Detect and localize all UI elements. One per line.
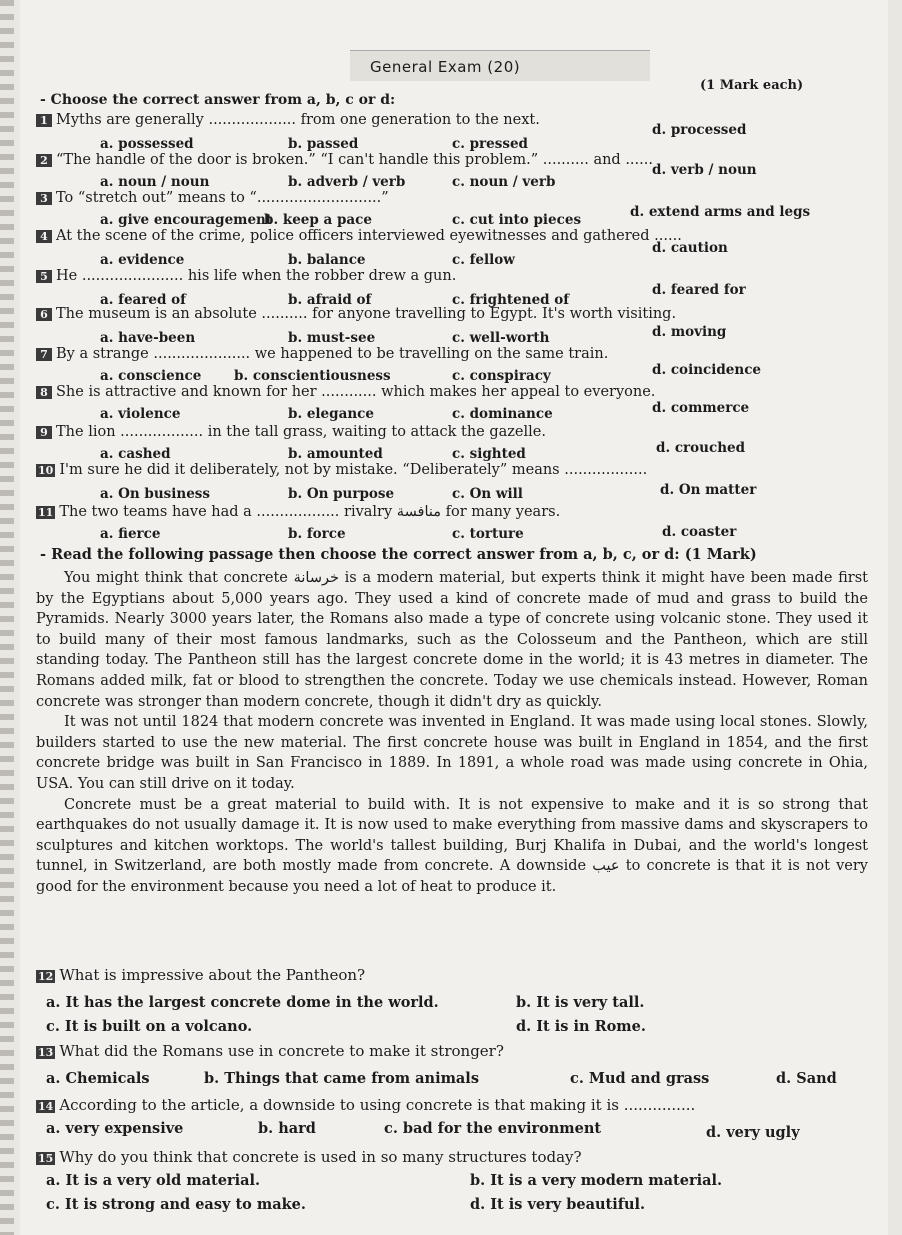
option-d[interactable]: d. It is very beautiful. bbox=[470, 1196, 646, 1213]
question-11 bbox=[36, 504, 560, 520]
question-stem: According to the article, a downside to using concrete is that making it is ............... bbox=[59, 1096, 696, 1114]
question-stem: Why do you think that concrete is used in so many structures today? bbox=[59, 1148, 582, 1166]
question-number: 5 bbox=[36, 270, 52, 283]
option-c[interactable]: c. sighted bbox=[452, 446, 526, 462]
question-stem: At the scene of the crime, police officers interviewed eyewitnesses and gathered ...... bbox=[56, 228, 682, 244]
option-d[interactable]: d. commerce bbox=[652, 400, 750, 416]
option-c[interactable]: c. torture bbox=[452, 526, 524, 542]
question-15 bbox=[36, 1148, 582, 1166]
option-a[interactable]: a. possessed bbox=[100, 136, 194, 152]
question-number: 7 bbox=[36, 348, 52, 361]
option-d[interactable]: d. caution bbox=[652, 240, 728, 256]
option-b[interactable]: b. hard bbox=[258, 1120, 316, 1137]
question-2 bbox=[36, 152, 653, 168]
option-b[interactable]: b. amounted bbox=[288, 446, 383, 462]
option-a[interactable]: a. It is a very old material. bbox=[46, 1172, 261, 1189]
question-stem: What did the Romans use in concrete to make it stronger? bbox=[59, 1042, 504, 1060]
reading-passage bbox=[36, 568, 868, 898]
option-a[interactable]: a. have-been bbox=[100, 330, 196, 346]
question-4 bbox=[36, 228, 682, 244]
option-c[interactable]: c. noun / verb bbox=[452, 174, 556, 190]
question-7 bbox=[36, 346, 608, 362]
exam-title: General Exam (20) bbox=[370, 58, 521, 76]
passage-paragraph-2: It was not until 1824 that modern concrete was invented in England. It was made using local stones. Slowly, builders started to use the new material. The first concrete house was built in England in 1854, and the first concrete bridge was built in San Francisco in 1889. In 1891, a whole road was made using concrete in Ohia, USA. You can still drive on it today. bbox=[36, 714, 868, 792]
option-b[interactable]: b. force bbox=[288, 526, 346, 542]
passage-paragraph-3: Concrete must be a great material to build with. It is not expensive to make and it is so strong that earthquakes do not usually damage it. It is now used to make everything from massive dams and skyscrapers to sculptures and kitchen worktops. The world's tallest building, Burj Khalifa in Dubai, and the world's longest tunnel, in Switzerland, are both mostly made from concrete. A downside عيب to concrete is that it is not very good for the environment because you need a lot of heat to produce it. bbox=[36, 796, 869, 895]
question-number: 14 bbox=[38, 1100, 54, 1113]
option-a[interactable]: a. violence bbox=[100, 406, 181, 422]
option-c[interactable]: c. pressed bbox=[452, 136, 528, 152]
option-b[interactable]: b. afraid of bbox=[288, 292, 372, 308]
question-10 bbox=[36, 462, 647, 478]
question-12 bbox=[36, 966, 365, 984]
question-number: 13 bbox=[38, 1046, 54, 1059]
passage-paragraph-1: You might think that concrete خرسانة is a modern material, but experts think it might have been made first by the Egyptians about 5,000 years ago. They used a kind of concrete made of mud and grass to build the Pyramids. Nearly 3000 years later, the Romans also made a type of concrete using volcanic stone. They used it to build many of their most famous landmarks, such as the Colosseum and the Pantheon, which are still standing today. The Pantheon still has the largest concrete dome in the world; it is 43 metres in diameter. The Romans added milk, fat or blood to strengthen the concrete. Today we use chemicals instead. However, Roman concrete was stronger than modern concrete, though it didn't dry as quickly. bbox=[36, 570, 868, 710]
option-d[interactable]: d. extend arms and legs bbox=[630, 204, 811, 220]
option-b[interactable]: b. Things that came from animals bbox=[204, 1070, 479, 1087]
question-number: 12 bbox=[38, 970, 54, 983]
question-5 bbox=[36, 268, 456, 284]
question-8 bbox=[36, 384, 655, 400]
option-d[interactable]: d. processed bbox=[652, 122, 747, 138]
question-stem: Myths are generally ................... from one generation to the next. bbox=[56, 112, 540, 128]
option-a[interactable]: a. feared of bbox=[100, 292, 186, 308]
option-a[interactable]: a. It has the largest concrete dome in the world. bbox=[46, 994, 439, 1011]
option-b[interactable]: b. On purpose bbox=[288, 486, 395, 502]
question-number: 6 bbox=[36, 308, 52, 321]
option-c[interactable]: c. fellow bbox=[452, 252, 515, 268]
option-a[interactable]: a. very expensive bbox=[46, 1120, 184, 1137]
question-stem: “The handle of the door is broken.” “I can't handle this problem.” .......... and ...... bbox=[56, 152, 653, 168]
option-d[interactable]: d. moving bbox=[652, 324, 727, 340]
question-number: 2 bbox=[36, 154, 52, 167]
option-d[interactable]: d. very ugly bbox=[706, 1124, 800, 1141]
option-a[interactable]: a. evidence bbox=[100, 252, 185, 268]
question-stem: To “stretch out” means to “...........................” bbox=[56, 190, 389, 206]
option-a[interactable]: a. conscience bbox=[100, 368, 202, 384]
option-c[interactable]: c. It is strong and easy to make. bbox=[46, 1196, 306, 1213]
question-stem: She is attractive and known for her ............ which makes her appeal to everyone. bbox=[56, 384, 656, 400]
question-stem: He ...................... his life when the robber drew a gun. bbox=[56, 268, 457, 284]
option-b[interactable]: b. keep a pace bbox=[264, 212, 372, 228]
section-instruction: - Choose the correct answer from a, b, c or d: bbox=[40, 92, 396, 108]
question-stem: I'm sure he did it deliberately, not by mistake. “Deliberately” means .................. bbox=[59, 462, 648, 478]
option-b[interactable]: b. conscientiousness bbox=[234, 368, 391, 384]
mark-note: (1 Mark each) bbox=[700, 78, 804, 93]
option-b[interactable]: b. It is a very modern material. bbox=[470, 1172, 723, 1189]
reading-instruction: - Read the following passage then choose the correct answer from a, b, c, or d: (1 Mark) bbox=[40, 546, 757, 563]
question-1 bbox=[36, 112, 540, 128]
question-number: 3 bbox=[36, 192, 52, 205]
question-9 bbox=[36, 424, 546, 440]
option-c[interactable]: c. conspiracy bbox=[452, 368, 551, 384]
option-a[interactable]: a. fierce bbox=[100, 526, 161, 542]
option-c[interactable]: c. frightened of bbox=[452, 292, 570, 308]
option-c[interactable]: c. dominance bbox=[452, 406, 553, 422]
option-b[interactable]: b. balance bbox=[288, 252, 366, 268]
option-c[interactable]: c. cut into pieces bbox=[452, 212, 582, 228]
option-a[interactable]: a. noun / noun bbox=[100, 174, 210, 190]
question-number: 9 bbox=[36, 426, 52, 439]
question-stem: The two teams have had a .................. rivalry منافسة for many years. bbox=[59, 504, 561, 520]
question-stem: The lion .................. in the tall grass, waiting to attack the gazelle. bbox=[56, 424, 546, 440]
option-c[interactable]: c. bad for the environment bbox=[384, 1120, 602, 1137]
question-6 bbox=[36, 306, 676, 322]
question-13 bbox=[36, 1042, 504, 1060]
option-c[interactable]: c. On will bbox=[452, 486, 523, 502]
question-number: 8 bbox=[36, 386, 52, 399]
option-b[interactable]: b. elegance bbox=[288, 406, 374, 422]
question-stem: By a strange ..................... we happened to be travelling on the same train. bbox=[56, 346, 609, 362]
question-3 bbox=[36, 190, 389, 206]
option-d[interactable]: d. On matter bbox=[660, 482, 757, 498]
option-a[interactable]: a. cashed bbox=[100, 446, 171, 462]
notebook-binding bbox=[0, 0, 14, 1235]
option-d[interactable]: d. coaster bbox=[662, 524, 737, 540]
option-b[interactable]: b. It is very tall. bbox=[516, 994, 645, 1011]
option-d[interactable]: d. It is in Rome. bbox=[516, 1018, 646, 1035]
question-number: 4 bbox=[36, 230, 52, 243]
option-a[interactable]: a. Chemicals bbox=[46, 1070, 150, 1087]
question-14 bbox=[36, 1096, 695, 1114]
question-number: 11 bbox=[38, 506, 54, 519]
option-d[interactable]: d. coincidence bbox=[652, 362, 762, 378]
option-a[interactable]: a. On business bbox=[100, 486, 211, 502]
question-number: 10 bbox=[38, 464, 54, 477]
option-d[interactable]: d. crouched bbox=[656, 440, 746, 456]
option-d[interactable]: d. verb / noun bbox=[652, 162, 757, 178]
option-b[interactable]: b. passed bbox=[288, 136, 359, 152]
question-stem: The museum is an absolute .......... for anyone travelling to Egypt. It's worth visiting. bbox=[56, 306, 677, 322]
option-a[interactable]: a. give encouragement bbox=[100, 212, 273, 228]
option-d[interactable]: d. Sand bbox=[776, 1070, 837, 1087]
option-b[interactable]: b. adverb / verb bbox=[288, 174, 406, 190]
option-c[interactable]: c. It is built on a volcano. bbox=[46, 1018, 253, 1035]
option-b[interactable]: b. must-see bbox=[288, 330, 376, 346]
question-number: 15 bbox=[38, 1152, 54, 1165]
option-d[interactable]: d. feared for bbox=[652, 282, 746, 298]
option-c[interactable]: c. well-worth bbox=[452, 330, 550, 346]
option-c[interactable]: c. Mud and grass bbox=[570, 1070, 710, 1087]
question-stem: What is impressive about the Pantheon? bbox=[59, 966, 366, 984]
question-number: 1 bbox=[36, 114, 52, 127]
